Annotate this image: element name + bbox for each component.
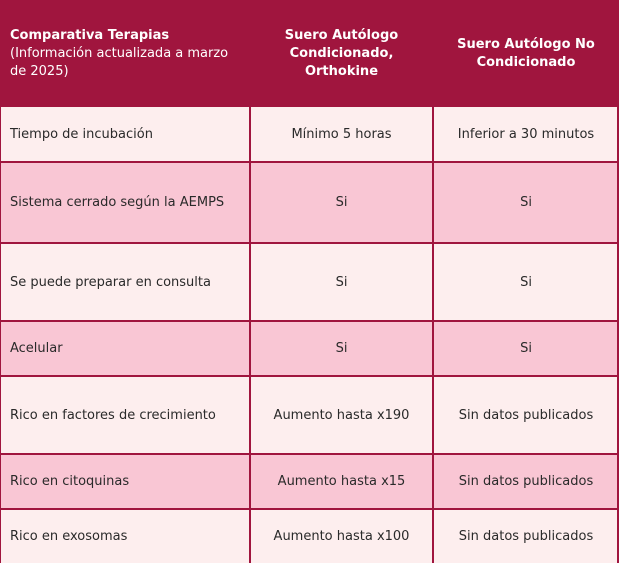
row-conditioned-value: Si	[335, 195, 348, 210]
row-label: Rico en factores de crecimiento	[10, 407, 216, 423]
header-conditioned-line1: Suero Autólogo	[284, 27, 399, 43]
header-title: Comparativa Terapias	[10, 27, 170, 43]
row-unconditioned-value: Si	[520, 195, 532, 210]
row-divider	[0, 161, 619, 163]
table-row	[0, 454, 619, 509]
table-border-left	[0, 107, 1, 563]
row-unconditioned-value: Si	[520, 274, 532, 290]
row-label: Se puede preparar en consulta	[10, 274, 211, 290]
row-divider	[0, 242, 619, 244]
row-label: Rico en exosomas	[10, 528, 128, 544]
row-label: Rico en citoquinas	[10, 474, 130, 489]
row-divider	[0, 508, 619, 510]
table-row	[0, 107, 619, 162]
row-divider	[0, 453, 619, 455]
header-cell-unconditioned	[433, 0, 619, 107]
table-row	[0, 509, 619, 563]
table-row	[0, 376, 619, 454]
header-subtitle-line1: (Información actualizada a marzo	[10, 45, 229, 61]
header-unconditioned-line2: Condicionado	[476, 54, 576, 70]
header-subtitle-line2: de 2025)	[10, 63, 69, 79]
row-unconditioned-value: Sin datos publicados	[458, 474, 594, 489]
row-conditioned-value: Si	[335, 274, 348, 290]
header-cell-therapies	[0, 0, 250, 107]
row-unconditioned-value: Si	[520, 341, 532, 356]
column-divider	[432, 107, 434, 563]
row-conditioned-value: Mínimo 5 horas	[291, 127, 392, 142]
row-unconditioned-value: Sin datos publicados	[458, 528, 594, 544]
row-conditioned-value: Aumento hasta x190	[273, 407, 410, 423]
row-conditioned-value: Si	[335, 341, 348, 356]
row-unconditioned-value: Inferior a 30 minutos	[457, 127, 595, 142]
table-row	[0, 162, 619, 243]
row-conditioned-value: Aumento hasta x100	[273, 528, 410, 544]
column-divider	[249, 107, 251, 563]
row-label: Acelular	[10, 341, 63, 356]
header-conditioned-line2: Condicionado,	[289, 45, 394, 61]
row-divider	[0, 320, 619, 322]
row-conditioned-value: Aumento hasta x15	[277, 474, 406, 489]
row-label: Sistema cerrado según la AEMPS	[10, 195, 225, 210]
header-conditioned-line3: Orthokine	[304, 63, 379, 79]
row-label: Tiempo de incubación	[10, 127, 153, 142]
header-cell-conditioned	[250, 0, 433, 107]
table-row	[0, 321, 619, 376]
row-unconditioned-value: Sin datos publicados	[458, 407, 594, 423]
table-row	[0, 243, 619, 321]
row-divider	[0, 375, 619, 377]
header-unconditioned-line1: Suero Autólogo No	[457, 36, 595, 52]
table-header	[0, 0, 619, 107]
